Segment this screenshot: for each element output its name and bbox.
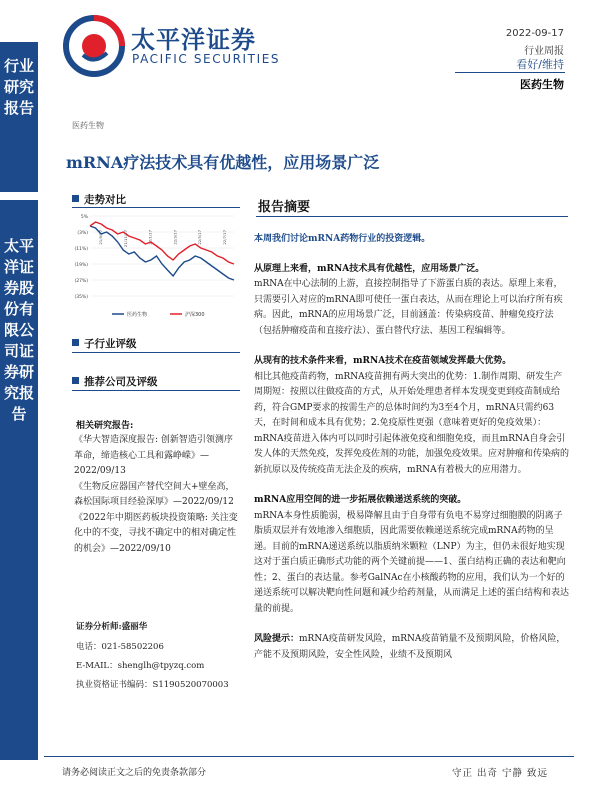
industry-rating-divider: [72, 352, 240, 353]
chart-series-line-1: [90, 222, 234, 264]
report-date: 2022-09-17: [505, 28, 564, 39]
related-reports-heading: 相关研究报告:: [76, 421, 134, 431]
companies-divider: [72, 390, 240, 391]
summary-divider: [256, 216, 568, 217]
chart-x-tick-label: 22/5/17: [197, 230, 203, 245]
point-1-body: mRNA在中心法制的上游，直接控制指导了下游蛋白质的表达。原理上来看，只需要引入对应的mRNA即可使任一蛋白表达，从而在理论上可以治疗所有疾病。因此，mRNA的应用场景广泛，目前涵盖：传染病疫苗、肿瘤免疫疗法（包括肿瘤疫苗和直接疗法）、蛋白替代疗法、基因工程编辑等。: [254, 279, 563, 336]
industry-rating: 看好/维持: [516, 58, 564, 71]
header-sector: 医药生物: [520, 78, 564, 91]
point-1-heading: 从原理上来看，mRNA技术具有优越性，应用场景广泛。: [254, 263, 485, 274]
companies-heading: 推荐公司及评级: [72, 374, 158, 389]
chart-x-tick-label: 22/7/17: [222, 230, 227, 245]
chart-legend-label: 医药生物: [127, 312, 148, 318]
summary-body: [254, 232, 570, 663]
footer-divider: [44, 756, 574, 757]
chart-x-tick-label: 22/3/17: [172, 230, 178, 245]
chart-y-tick-label: (35%): [74, 295, 88, 300]
chart-y-tick-label: (11%): [74, 247, 88, 252]
related-report-item[interactable]: 《生物反应器国产替代空间大+壁垒高，森松国际项目经验深厚》—2022/09/12: [74, 481, 235, 507]
footer-disclaimer: 请务必阅读正文之后的免责条款部分: [62, 768, 207, 778]
related-reports-list: [74, 433, 240, 557]
point-2-heading: 从现有的技术条件来看，mRNA技术在疫苗领域发挥最大优势。: [254, 356, 512, 366]
report-type: 行业周报: [524, 46, 564, 57]
pacific-securities-logo-icon: [63, 15, 125, 77]
sidebar-top-label: 行业研究报告: [3, 57, 34, 117]
analyst-phone: 电话：021-58502206: [76, 642, 164, 652]
summary-lead: 本周我们讨论mRNA药物行业的投资逻辑。: [254, 234, 431, 244]
chart-y-tick-label: (19%): [74, 263, 88, 268]
related-report-item[interactable]: 《2022年中期医药板块投资策略: 关注变化中的不变，寻找不确定中的相对确定性的机会》—2022/09/10: [74, 512, 238, 554]
point-3-heading: mRNA应用空间的进一步拓展依赖递送系统的突破。: [254, 495, 467, 505]
trend-section-divider: [72, 207, 240, 208]
point-2-body: 相比其他疫苗药物，mRNA疫苗拥有两大突出的优势：1.制作周期、研发生产周期短：按照以往做疫苗的方式，从开始处理患者样本发现变更到疫苗制成给药，符合GMP要求的按需生产的总体时间约为3至4个月，mRNA只需约63天，在时间和成本具有优势；2.免疫原性更强（意味着更好的免疫效果）：mRNA疫苗进入体内可以同时引起体液免疫和细胞免疫，而且mRNA自身会引发人体的天然免疫，发挥免疫佐剂的功能，加强免疫效果。应对肿瘤和传染病的新抗原以及传统疫苗无法企及的疾病，mRNA有着极大的应用潜力。: [254, 371, 570, 475]
point-3-body: mRNA本身性质脆弱，极易降解且由于自身带有负电不易穿过细胞膜的阴离子脂质双层并有效地渗入细胞质，因此需要依赖递送系统完成mRNA药物的呈递。目前的mRNA递送系统以脂质纳米颗粒（LNP）为主，但仍未很好地实现这对于蛋白质正确形式功能的两个关键前提——1、蛋白结构正确的表达和靶向性；2、蛋白的表达量。参考GalNAc在小核酸药物的应用，我们认为一个好的递送系统可以解决靶向性问题和减少给药剂量，从而满足上述的蛋白结构和表达量的前提。: [254, 510, 570, 614]
footer-motto: 守正 出奇 宁静 致远: [452, 768, 549, 779]
analyst-license: 执业资格证书编码：S1190520070003: [76, 680, 229, 690]
analyst-email[interactable]: E-MAIL：shenglh@tpyzq.com: [76, 661, 205, 671]
related-report-item[interactable]: 《华大智造深度报告: 创新智造引领测序革命，缔造核心工具和露峥嵘》—2022/09/13: [74, 435, 233, 476]
trend-comparison-chart: [72, 210, 242, 328]
chart-y-tick-label: (3%): [77, 231, 88, 236]
chart-x-tick-label: 21/11/17: [122, 230, 128, 248]
sidebar-bottom-label: 太平洋证券股份有限公司证券研究报告: [3, 237, 34, 423]
industry-rating-heading: 子行业评级: [72, 336, 137, 351]
chart-legend-label: 沪深300: [185, 312, 205, 318]
page-title: mRNA疗法技术具有优越性，应用场景广泛: [66, 153, 380, 172]
chart-y-tick-label: (27%): [74, 279, 88, 284]
logo-english-name: PACIFIC SECURITIES: [132, 52, 281, 66]
chart-x-tick-label: 22/1/17: [147, 230, 153, 245]
sector-label: 医药生物: [72, 121, 104, 130]
summary-heading: 报告摘要: [258, 200, 311, 215]
analyst-line: 证券分析师:盛丽华: [76, 622, 148, 632]
header-divider: [455, 72, 565, 73]
chart-y-tick-label: 5%: [80, 215, 88, 220]
logo-chinese-name: 太平洋证券: [131, 26, 256, 54]
chart-x-tick-label: 21/9/17: [98, 230, 103, 245]
risk-paragraph: 风险提示：mRNA疫苗研发风险，mRNA疫苗销量不及预期风险，价格风险，产能不及预期风险，安全性风险，业绩不及预期风: [254, 634, 566, 660]
trend-section-heading: 走势对比: [72, 192, 126, 207]
